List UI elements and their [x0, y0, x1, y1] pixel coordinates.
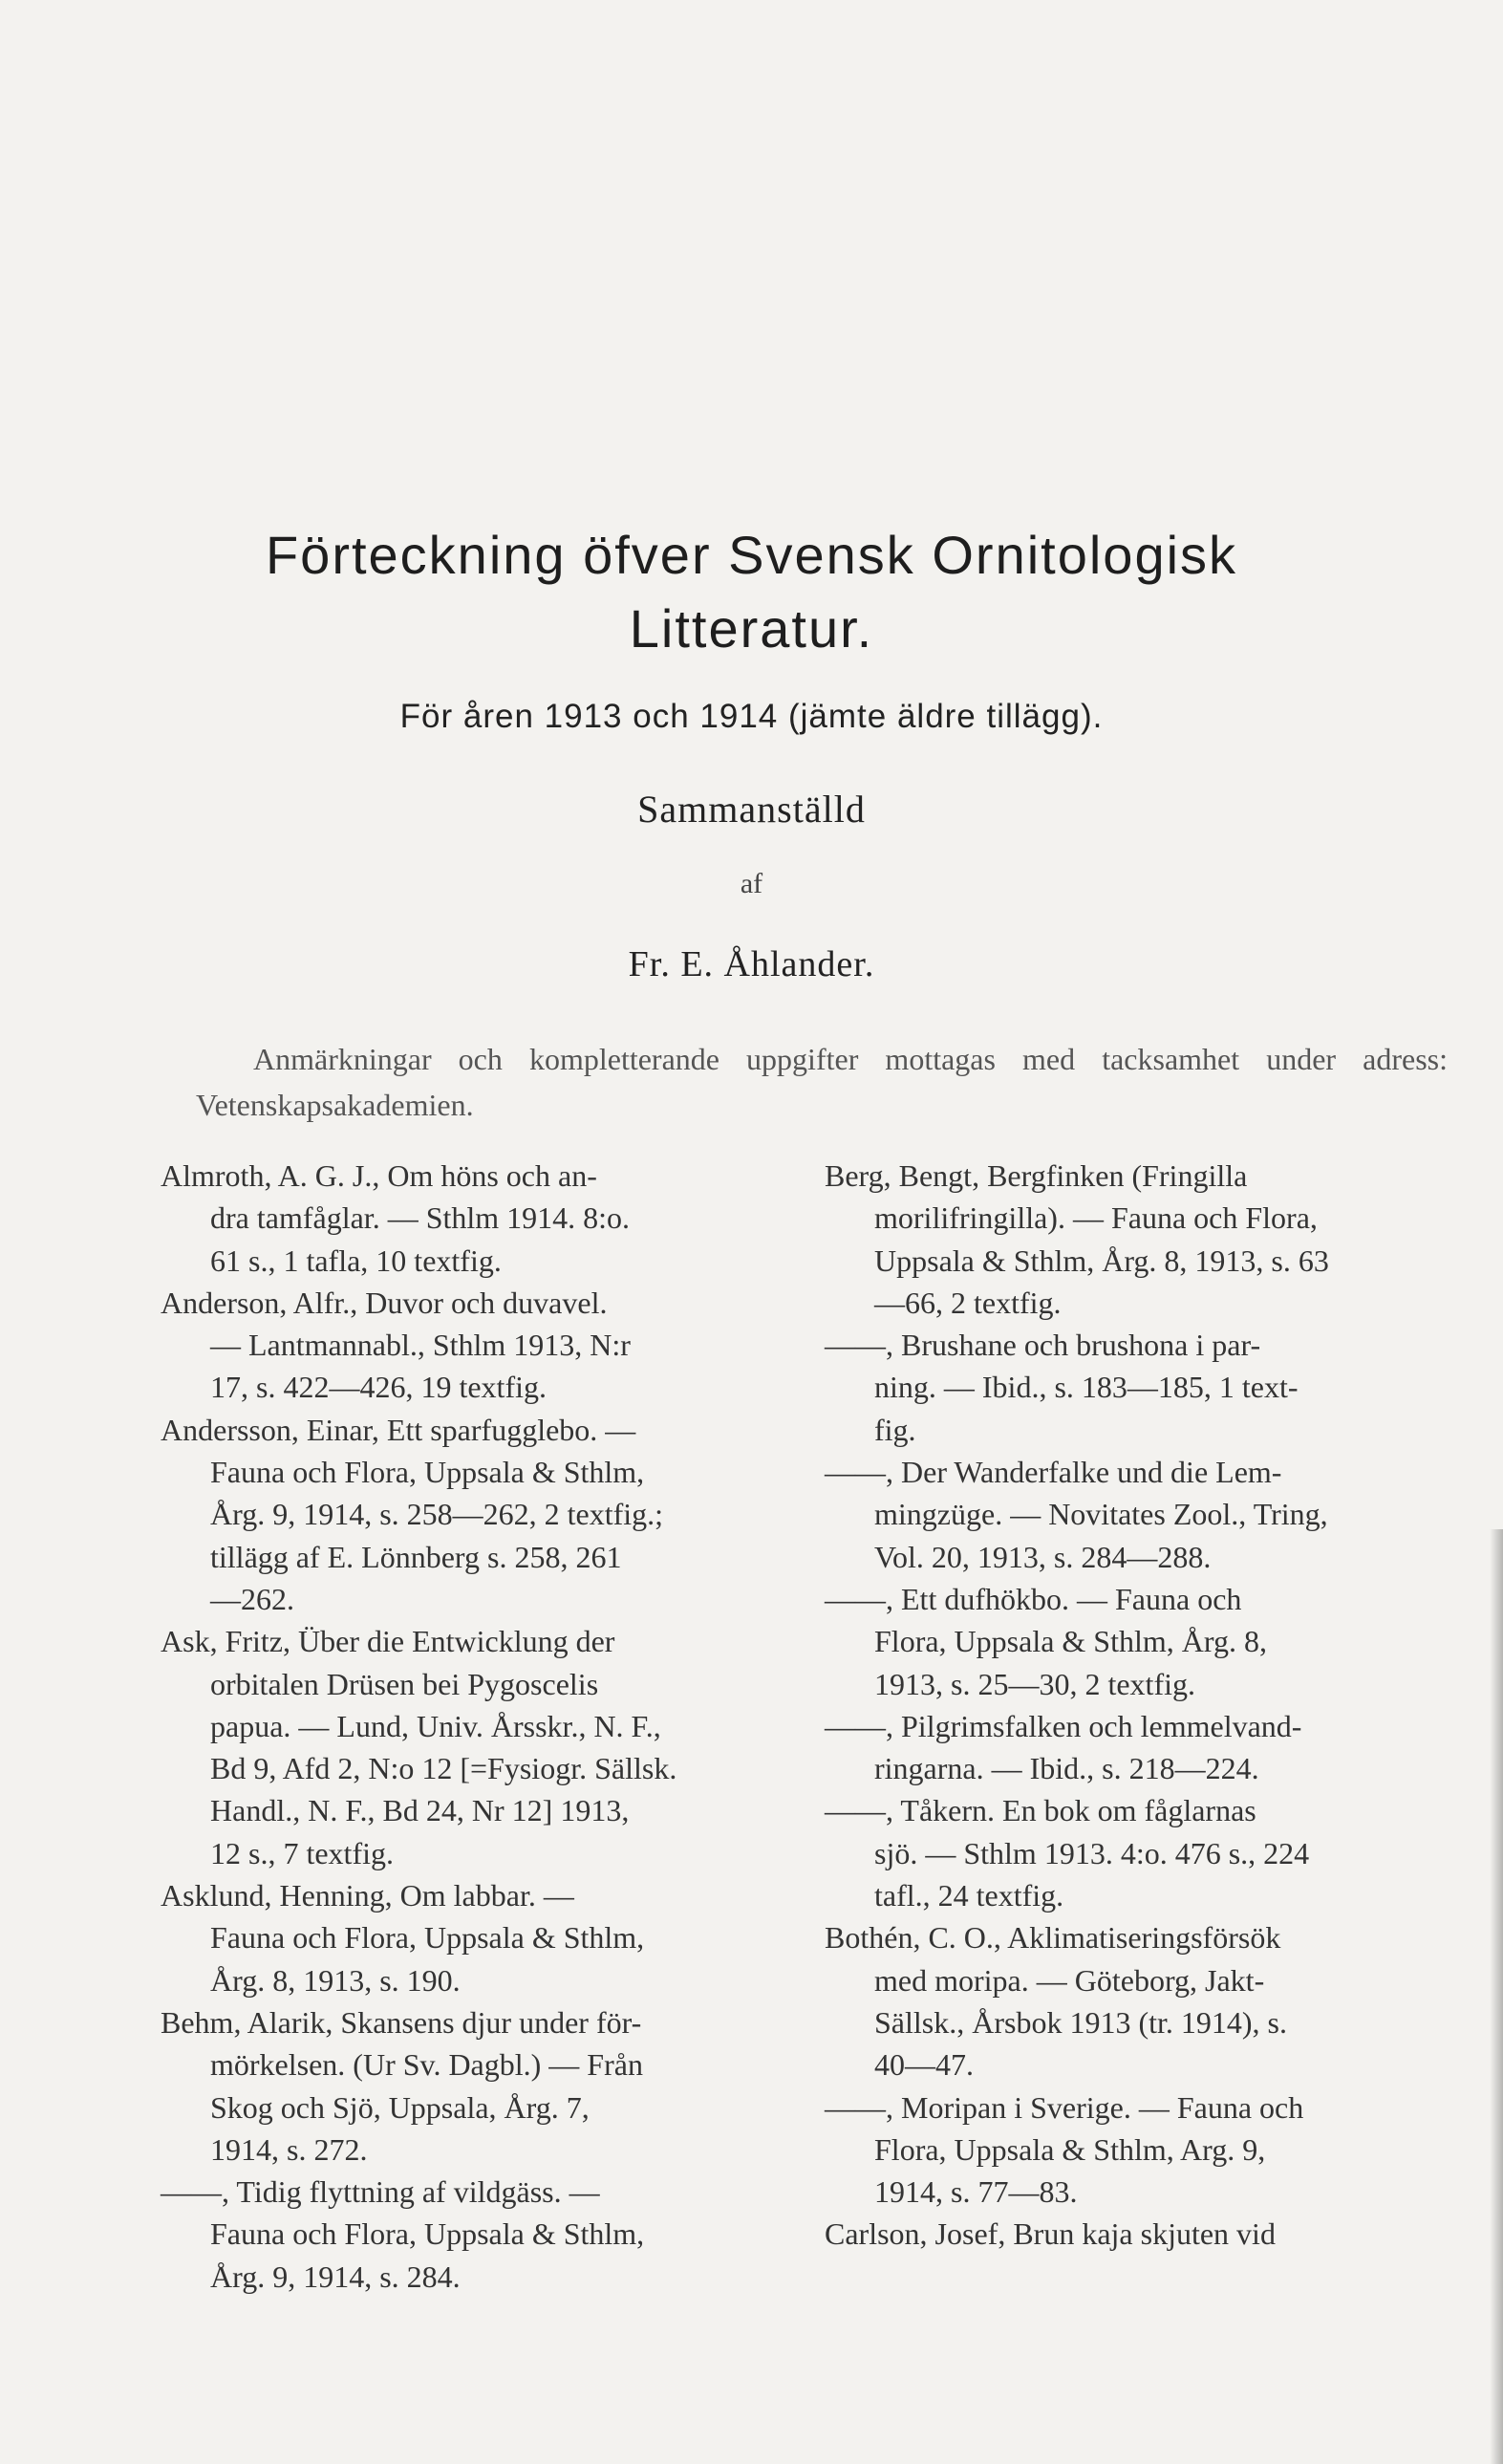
bibliography-line: ——, Ett dufhökbo. — Fauna och	[825, 1581, 1242, 1616]
bibliography-line: — Lantmannabl., Sthlm 1913, N:r	[210, 1328, 631, 1363]
bibliography-line: ——, Brushane och brushona i par-	[825, 1328, 1261, 1363]
right-column	[825, 1155, 1448, 2256]
bibliography-line: ——, Tidig flyttning af vildgäss. —	[161, 2174, 600, 2210]
bibliography-line: Almroth, A. G. J., Om höns och an-	[161, 1158, 597, 1193]
bibliography-line: Handl., N. F., Bd 24, Nr 12] 1913,	[210, 1793, 630, 1828]
bibliography-line: ——, Tåkern. En bok om fåglarnas	[825, 1793, 1256, 1828]
bibliography-line: ——, Moripan i Sverige. — Fauna och	[825, 2089, 1304, 2125]
bibliography-line: Årg. 9, 1914, s. 258—262, 2 textfig.;	[210, 1497, 664, 1532]
bibliography-line: Bd 9, Afd 2, N:o 12 [=Fysiogr. Sällsk.	[210, 1751, 677, 1786]
bibliography-line: fig.	[874, 1412, 916, 1447]
left-column	[161, 1155, 772, 2298]
bibliography-line: Anderson, Alfr., Duvor och duvavel.	[161, 1285, 608, 1320]
bibliography-line: Skog och Sjö, Uppsala, Årg. 7,	[210, 2089, 590, 2125]
bibliography-line: Sällsk., Årsbok 1913 (tr. 1914), s.	[874, 2004, 1287, 2040]
bibliography-line: mörkelsen. (Ur Sv. Dagbl.) — Från	[210, 2047, 643, 2083]
bibliography-line: Uppsala & Sthlm, Årg. 8, 1913, s. 63	[874, 1243, 1329, 1278]
bibliography-line: Behm, Alarik, Skansens djur under för-	[161, 2004, 642, 2040]
bibliography-line: ning. — Ibid., s. 183—185, 1 text-	[874, 1370, 1299, 1405]
bibliography-line: Årg. 8, 1913, s. 190.	[210, 1962, 461, 1998]
bibliography-line: orbitalen Drüsen bei Pygoscelis	[210, 1666, 599, 1701]
bibliography-line: 12 s., 7 textfig.	[210, 1835, 394, 1870]
title-line-2: Litteratur.	[629, 598, 874, 659]
bibliography-line: 1913, s. 25—30, 2 textfig.	[874, 1666, 1195, 1701]
bibliography-line: Flora, Uppsala & Sthlm, Arg. 9,	[874, 2131, 1266, 2167]
author-name: Fr. E. Åhlander.	[628, 944, 875, 984]
bibliography-line: 1914, s. 77—83.	[874, 2174, 1078, 2210]
years-subtitle: För åren 1913 och 1914 (jämte äldre tillägg).	[399, 698, 1104, 735]
bibliography-line: —66, 2 textfig.	[874, 1285, 1062, 1320]
page-edge-shadow	[1490, 1529, 1503, 2464]
bibliography-line: Fauna och Flora, Uppsala & Sthlm,	[210, 1920, 645, 1956]
bibliography-line: ringarna. — Ibid., s. 218—224.	[874, 1751, 1259, 1786]
bibliography-line: morilifringilla). — Fauna och Flora,	[874, 1200, 1318, 1236]
bibliography-line: Andersson, Einar, Ett sparfugglebo. —	[161, 1412, 636, 1447]
bibliography-line: Ask, Fritz, Über die Entwicklung der	[161, 1624, 615, 1659]
bibliography-line: dra tamfåglar. — Sthlm 1914. 8:o.	[210, 1200, 631, 1236]
compiled-label: Sammanställd	[637, 788, 866, 831]
bibliography-line: Flora, Uppsala & Sthlm, Årg. 8,	[874, 1624, 1267, 1659]
bibliography-line: mingzüge. — Novitates Zool., Tring,	[874, 1497, 1328, 1532]
bibliography-line: sjö. — Sthlm 1913. 4:o. 476 s., 224	[874, 1835, 1310, 1870]
bibliography-line: Bothén, C. O., Aklimatiseringsförsök	[825, 1920, 1281, 1956]
bibliography-line: —262.	[210, 1581, 294, 1616]
bibliography-line: papua. — Lund, Univ. Årsskr., N. F.,	[210, 1708, 661, 1743]
bibliography-line: ——, Pilgrimsfalken och lemmelvand-	[825, 1708, 1302, 1743]
notice-paragraph: Anmärkningar och kompletterande uppgifter mottagas med tacksamhet under adress: Vetenskapsakademien.	[196, 1042, 1448, 1122]
bibliography-line: Fauna och Flora, Uppsala & Sthlm,	[210, 1455, 645, 1490]
bibliography-line: 1914, s. 272.	[210, 2131, 368, 2167]
bibliography-line: 61 s., 1 tafla, 10 textfig.	[210, 1243, 502, 1278]
bibliography-line: 17, s. 422—426, 19 textfig.	[210, 1370, 547, 1405]
bibliography-line: tafl., 24 textfig.	[874, 1878, 1064, 1913]
by-label: af	[740, 868, 763, 899]
bibliography-line: Årg. 9, 1914, s. 284.	[210, 2259, 461, 2294]
bibliography-line: 40—47.	[874, 2047, 974, 2083]
bibliography-line: Berg, Bengt, Bergfinken (Fringilla	[825, 1158, 1248, 1193]
bibliography-line: Fauna och Flora, Uppsala & Sthlm,	[210, 2216, 645, 2252]
title-line-1: Förteckning öfver Svensk Ornitologisk	[265, 525, 1238, 585]
bibliography-line: Asklund, Henning, Om labbar. —	[161, 1878, 574, 1913]
bibliography-line: tillägg af E. Lönnberg s. 258, 261	[210, 1539, 622, 1574]
bibliography-line: ——, Der Wanderfalke und die Lem-	[825, 1455, 1282, 1490]
bibliography-line: Carlson, Josef, Brun kaja skjuten vid	[825, 2216, 1276, 2252]
bibliography-line: med moripa. — Göteborg, Jakt-	[874, 1962, 1265, 1998]
bibliography-line: Vol. 20, 1913, s. 284—288.	[874, 1539, 1212, 1574]
